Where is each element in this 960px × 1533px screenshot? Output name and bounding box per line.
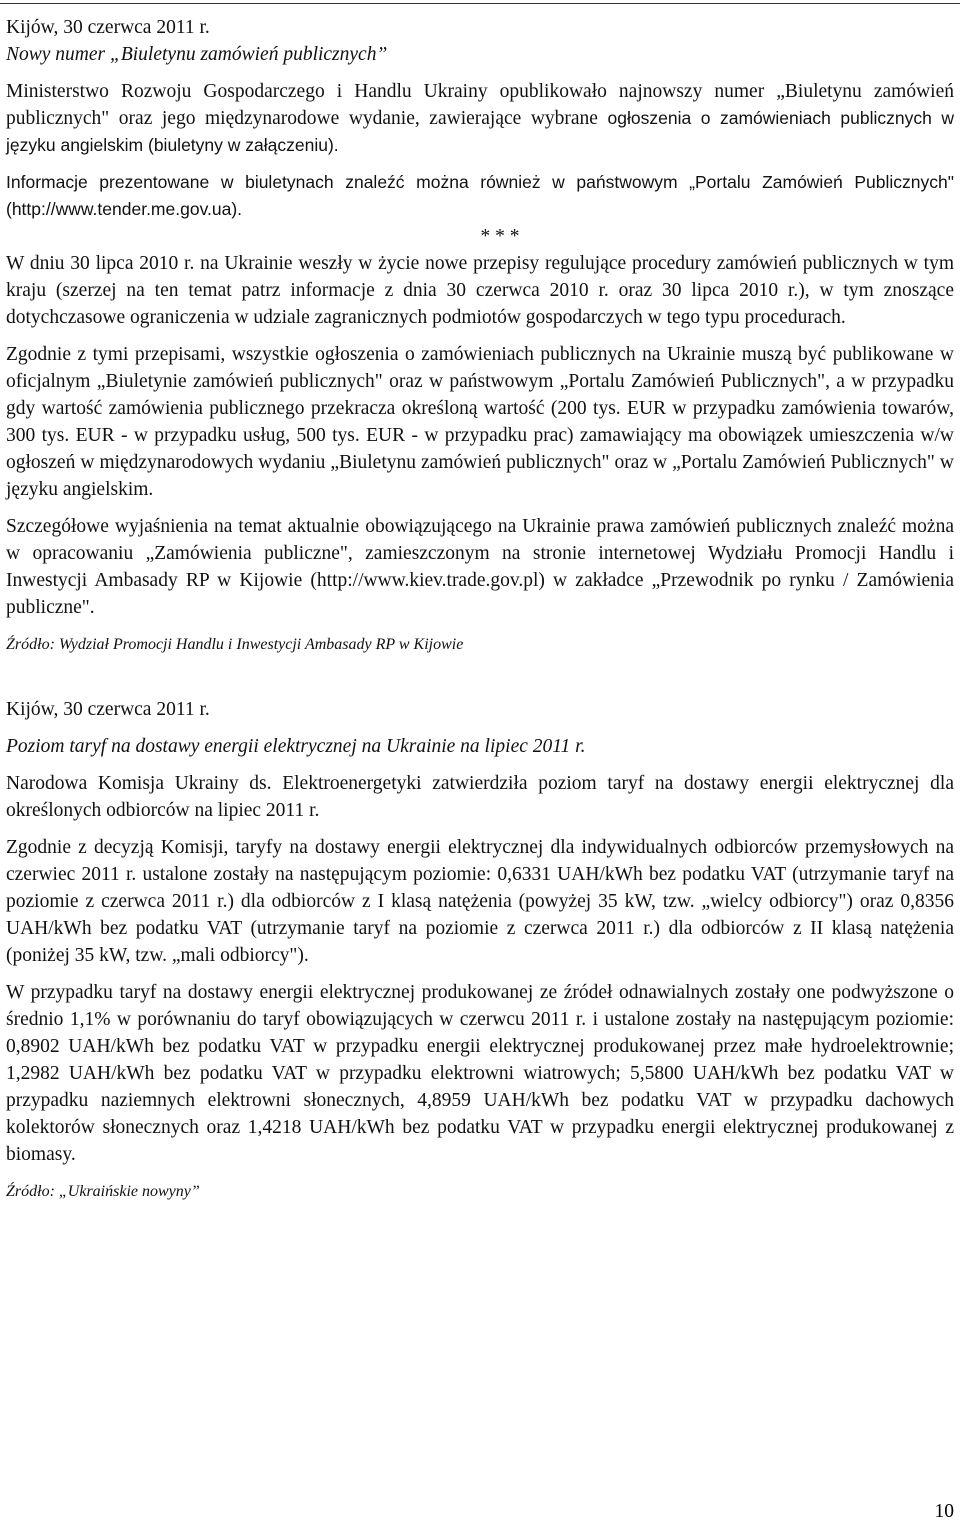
section1-source: Źródło: Wydział Promocji Handlu i Inwestycji Ambasady RP w Kijowie: [6, 636, 464, 653]
section1-paragraph-2b: Zamówień Publicznych" (http://www.tender.me.gov.ua).: [6, 172, 954, 219]
section1-paragraph-2a: Informacje prezentowane w biuletynach znaleźć można również w państwowym „Portalu: [6, 172, 751, 192]
section1-date: Kijów, 30 czerwca 2011 r.: [6, 17, 210, 38]
section1-paragraph-1: [6, 78, 954, 159]
document-page: [6, 14, 954, 1205]
section2-title: Poziom taryf na dostawy energii elektrycznej na Ukrainie na lipiec 2011 r.: [6, 736, 586, 757]
section1-paragraph-1a: Ministerstwo Rozwoju Gospodarczego i Handlu Ukrainy opublikowało najnowszy numer „Biuletynu zamówień publicznych" oraz jego międzynarodowe wydanie, zawierające wybrane: [6, 81, 954, 129]
page-number: 10: [934, 1501, 954, 1522]
section1-title: Nowy numer „Biuletynu zamówień publicznych”: [6, 44, 388, 65]
section-separator: * * *: [480, 226, 520, 247]
section1-paragraph-3: W dniu 30 lipca 2010 r. na Ukrainie weszły w życie nowe przepisy regulujące procedury zamówień publicznych w tym kraju (szerzej na ten temat patrz informacje z dnia 30 czerwca 2010 r. oraz 30 lipca 2010 r.), w tym znoszące dotychczasowe ograniczenia w udziale zagranicznych podmiotów gospodarczych w tego typu procedurach.: [6, 253, 954, 328]
section1-paragraph-2: [6, 169, 954, 223]
section2-paragraph-3: W przypadku taryf na dostawy energii elektrycznej produkowanej ze źródeł odnawialnych zostały one podwyższone o średnio 1,1% w porównaniu do taryf obowiązujących w czerwcu 2011 r. i ustalone zostały na następującym poziomie: 0,8902 UAH/kWh bez podatku VAT w przypadku energii elektrycznej produkowanej przez małe hydroelektrownie; 1,2982 UAH/kWh bez podatku VAT w przypadku elektrowni wiatrowych; 5,5800 UAH/kWh bez podatku VAT w przypadku naziemnych elektrowni słonecznych, 4,8959 UAH/kWh bez podatku VAT w przypadku dachowych kolektorów słonecznych oraz 1,4218 UAH/kWh bez podatku VAT w przypadku energii elektrycznej produkowanej z biomasy.: [6, 982, 954, 1165]
section1-paragraph-4: Zgodnie z tymi przepisami, wszystkie ogłoszenia o zamówieniach publicznych na Ukrainie muszą być publikowane w oficjalnym „Biuletynie zamówień publicznych" oraz w państwowym „Portalu Zamówień Publicznych", a w przypadku gdy wartość zamówienia publicznego przekracza określoną wartość (200 tys. EUR w przypadku zamówienia towarów, 300 tys. EUR - w przypadku usług, 500 tys. EUR - w przypadku prac) zamawiający ma obowiązek umieszczenia w/w ogłoszeń w międzynarodowych wydaniu „Biuletynu zamówień publicznych" oraz w „Portalu Zamówień Publicznych" w języku angielskim.: [6, 344, 954, 500]
section2-date: Kijów, 30 czerwca 2011 r.: [6, 699, 210, 720]
section2-paragraph-2: Zgodnie z decyzją Komisji, taryfy na dostawy energii elektrycznej dla indywidualnych odbiorców przemysłowych na czerwiec 2011 r. ustalone zostały na następującym poziomie: 0,6331 UAH/kWh bez podatku VAT (utrzymanie taryf na poziomie z czerwca 2011 r.) dla odbiorców z I klasą natężenia (powyżej 35 kW, tzw. „wielcy odbiorcy") oraz 0,8356 UAH/kWh bez podatku VAT (utrzymanie taryf na poziomie z czerwca 2011 r.) dla odbiorców z II klasą natężenia (poniżej 35 kW, tzw. „mali odbiorcy").: [6, 837, 954, 966]
section1-paragraph-5: Szczegółowe wyjaśnienia na temat aktualnie obowiązującego na Ukrainie prawa zamówień publicznych znaleźć można w opracowaniu „Zamówienia publiczne", zamieszczonym na stronie internetowej Wydziału Promocji Handlu i Inwestycji Ambasady RP w Kijowie (http://www.kiev.trade.gov.pl) w zakładce „Przewodnik po rynku / Zamówienia publiczne".: [6, 516, 954, 618]
section2-source: Źródło: „Ukraińskie nowyny”: [6, 1183, 200, 1200]
top-rule: [0, 3, 960, 4]
section1-paragraph-1b: ogłoszenia o zamówieniach publicznych w języku angielskim (biuletyny w załączeniu).: [6, 108, 954, 155]
section2-paragraph-1: Narodowa Komisja Ukrainy ds. Elektroenergetyki zatwierdziła poziom taryf na dostawy energii elektrycznej dla określonych odbiorców na lipiec 2011 r.: [6, 773, 954, 821]
